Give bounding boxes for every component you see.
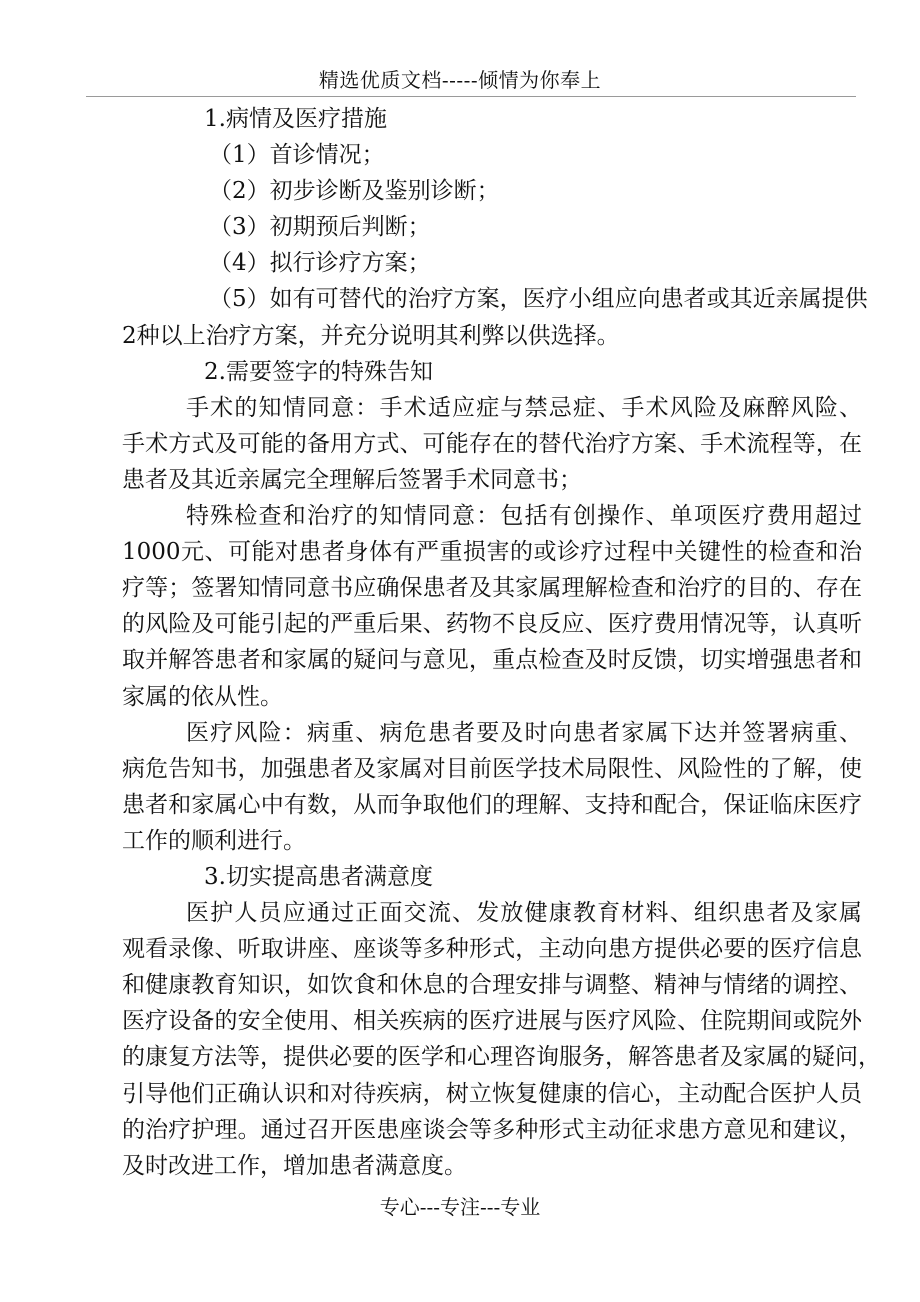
paragraph-line: 家属的依从性。 xyxy=(122,683,283,710)
header-divider xyxy=(86,96,856,97)
paragraph-line: 1000元、可能对患者身体有严重损害的或诊疗过程中关键性的检查和治 xyxy=(122,539,862,566)
paragraph-line: 和健康教育知识，如饮食和休息的合理安排与调整、精神与情绪的调控、 xyxy=(122,972,862,999)
paragraph-line: 引导他们正确认识和对待疾病，树立恢复健康的信心，主动配合医护人员 xyxy=(122,1080,862,1107)
paragraph-line: 及时改进工作，增加患者满意度。 xyxy=(122,1152,467,1179)
paragraph-line: 的康复方法等，提供必要的医学和心理咨询服务，解答患者及家属的疑问， xyxy=(122,1044,881,1071)
paragraph-line: 2种以上治疗方案，并充分说明其利弊以供选择。 xyxy=(122,322,620,349)
paragraph-line: 病危告知书，加强患者及家属对目前医学技术局限性、风险性的了解，使 xyxy=(122,755,862,782)
list-item: （5）如有可替代的治疗方案，医疗小组应向患者或其近亲属提供 xyxy=(209,286,868,313)
document-body xyxy=(122,101,881,1184)
paragraph-line: 观看录像、听取讲座、座谈等多种形式，主动向患方提供必要的医疗信息 xyxy=(122,936,862,963)
paragraph-line: 患者及其近亲属完全理解后签署手术同意书； xyxy=(122,466,582,493)
paragraph-line: 的风险及可能引起的严重后果、药物不良反应、医疗费用情况等，认真听 xyxy=(122,611,862,638)
paragraph-line: 特殊检查和治疗的知情同意：包括有创操作、单项医疗费用超过 xyxy=(186,503,862,530)
paragraph-line: 的治疗护理。通过召开医患座谈会等多种形式主动征求患方意见和建议， xyxy=(122,1116,862,1143)
paragraph-line: 取并解答患者和家属的疑问与意见，重点检查及时反馈，切实增强患者和 xyxy=(122,647,862,674)
paragraph-line: 患者和家属心中有数，从而争取他们的理解、支持和配合，保证临床医疗 xyxy=(122,791,862,818)
section-heading-1: 1.病情及医疗措施 xyxy=(204,106,387,132)
section-heading-3: 3.切实提高患者满意度 xyxy=(204,863,433,890)
page-footer: 专心---专注---专业 xyxy=(379,1195,541,1219)
list-item: （1）首诊情况； xyxy=(209,142,385,169)
paragraph-line: 手术的知情同意：手术适应症与禁忌症、手术风险及麻醉风险、 xyxy=(186,394,862,421)
list-item: （2）初步诊断及鉴别诊断； xyxy=(209,178,500,205)
paragraph-line: 医护人员应通过正面交流、发放健康教育材料、组织患者及家属 xyxy=(186,900,862,927)
paragraph-line: 医疗风险：病重、病危患者要及时向患者家属下达并签署病重、 xyxy=(186,719,862,746)
section-heading-2: 2.需要签字的特殊告知 xyxy=(204,358,433,385)
paragraph-line: 医疗设备的安全使用、相关疾病的医疗进展与医疗风险、住院期间或院外 xyxy=(122,1008,862,1035)
paragraph-line: 疗等；签署知情同意书应确保患者及其家属理解检查和治疗的目的、存在 xyxy=(122,575,862,602)
paragraph-line: 手术方式及可能的备用方式、可能存在的替代治疗方案、手术流程等，在 xyxy=(122,430,862,457)
paragraph-line: 工作的顺利进行。 xyxy=(122,827,306,854)
list-item: （3）初期预后判断； xyxy=(209,214,431,241)
page-header: 精选优质文档-----倾情为你奉上 xyxy=(318,68,602,92)
list-item: （4）拟行诊疗方案； xyxy=(209,250,431,277)
